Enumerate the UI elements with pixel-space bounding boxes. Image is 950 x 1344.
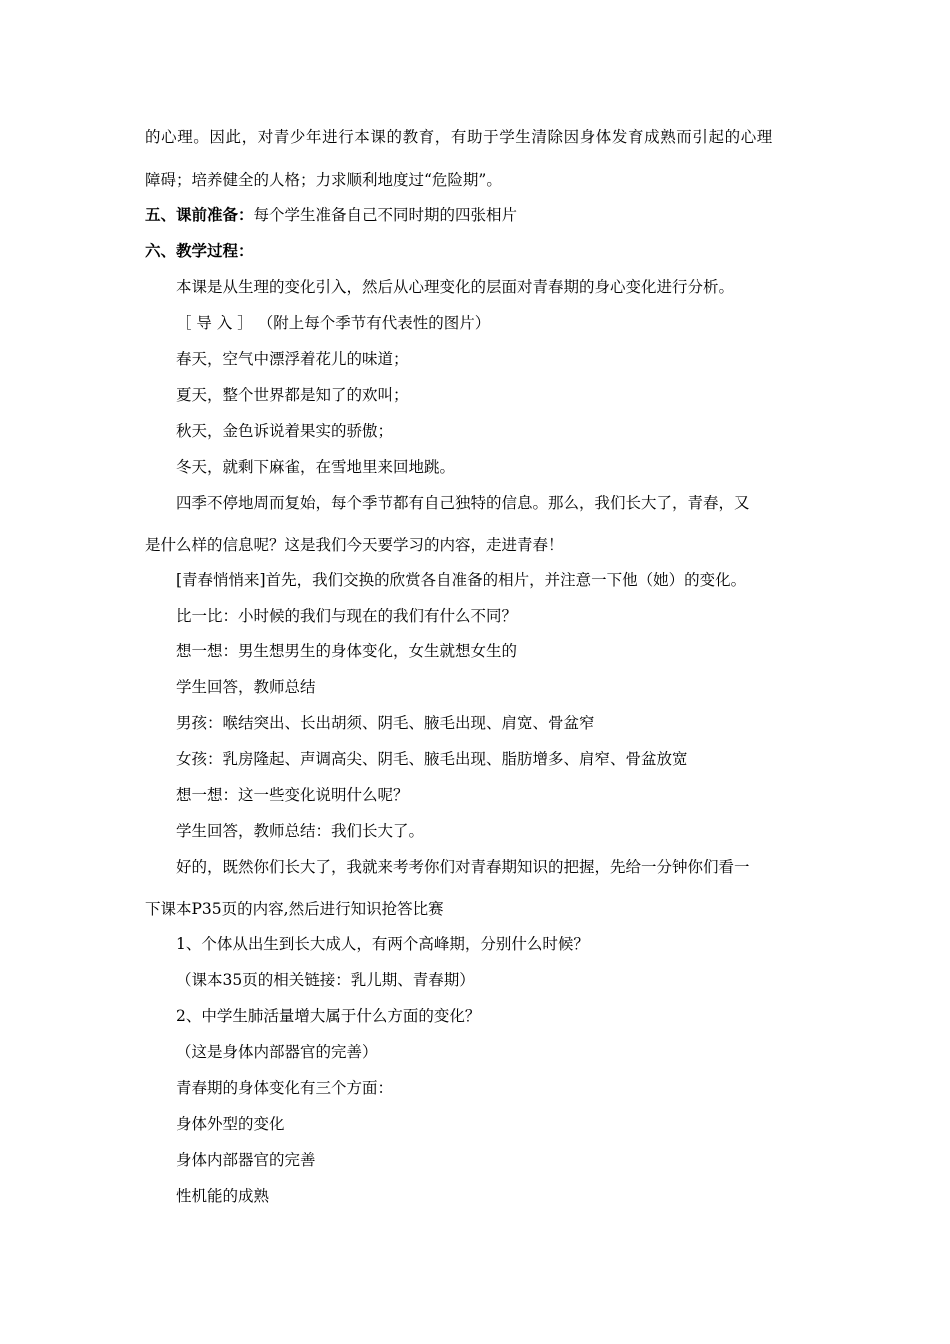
- paragraph-line: 女孩：乳房隆起、声调高尖、阴毛、腋毛出现、脂肪增多、肩窄、骨盆放宽: [176, 750, 688, 768]
- paragraph-line: 想一想：男生想男生的身体变化，女生就想女生的: [176, 642, 518, 660]
- paragraph-line: 下课本P35页的内容,然后进行知识抢答比赛: [145, 900, 444, 918]
- paragraph-line: 比一比：小时候的我们与现在的我们有什么不同？: [176, 607, 518, 625]
- paragraph-line: 男孩：喉结突出、长出胡须、阴毛、腋毛出现、肩宽、骨盆窄: [176, 714, 595, 732]
- paragraph-line: 春天，空气中漂浮着花儿的味道；: [176, 350, 409, 368]
- paragraph-line: 青春期的身体变化有三个方面：: [176, 1079, 394, 1097]
- paragraph-line: 身体外型的变化: [176, 1115, 285, 1133]
- paragraph-line: 身体内部器官的完善: [176, 1151, 316, 1169]
- section-heading: 六、教学过程：: [145, 241, 254, 260]
- paragraph-line: 障碍；培养健全的人格；力求顺利地度过“危险期”。: [145, 171, 502, 189]
- section-text: 每个学生准备自己不同时期的四张相片: [253, 206, 518, 224]
- section-five: [145, 205, 815, 225]
- paragraph-line: 1、个体从出生到长大成人，有两个高峰期，分别什么时候？: [176, 935, 589, 953]
- paragraph-line: 的心理。因此，对青少年进行本课的教育，有助于学生清除因身体发育成熟而引起的心理: [145, 128, 773, 146]
- paragraph-line: 冬天，就剩下麻雀，在雪地里来回地跳。: [176, 458, 456, 476]
- paragraph-line: （课本35页的相关链接：乳儿期、青春期）: [176, 971, 475, 989]
- paragraph-line: 四季不停地周而复始，每个季节都有自己独特的信息。那么，我们长大了，青春，又: [176, 494, 750, 512]
- paragraph-line: 学生回答，教师总结: [176, 678, 316, 696]
- paragraph-line: ［ 导 入 ］ （附上每个季节有代表性的图片）: [176, 314, 491, 332]
- paragraph-line: 秋天，金色诉说着果实的骄傲；: [176, 422, 394, 440]
- paragraph-line: 2、中学生肺活量增大属于什么方面的变化？: [176, 1007, 481, 1025]
- paragraph-line: 学生回答，教师总结：我们长大了。: [176, 822, 425, 840]
- paragraph-line: [青春悄悄来]首先，我们交换的欣赏各自准备的相片，并注意一下他（她）的变化。: [176, 571, 747, 589]
- paragraph-line: 好的，既然你们长大了，我就来考考你们对青春期知识的把握，先给一分钟你们看一: [176, 858, 750, 876]
- section-heading: 五、课前准备：: [145, 205, 254, 224]
- paragraph-line: 本课是从生理的变化引入，然后从心理变化的层面对青春期的身心变化进行分析。: [176, 278, 735, 296]
- paragraph-line: 想一想：这一些变化说明什么呢？: [176, 786, 409, 804]
- paragraph-line: （这是身体内部器官的完善）: [176, 1043, 378, 1061]
- paragraph-line: 夏天，整个世界都是知了的欢叫；: [176, 386, 409, 404]
- paragraph-line: 性机能的成熟: [176, 1187, 270, 1205]
- paragraph-line: 是什么样的信息呢？这是我们今天要学习的内容，走进青春！: [145, 536, 564, 554]
